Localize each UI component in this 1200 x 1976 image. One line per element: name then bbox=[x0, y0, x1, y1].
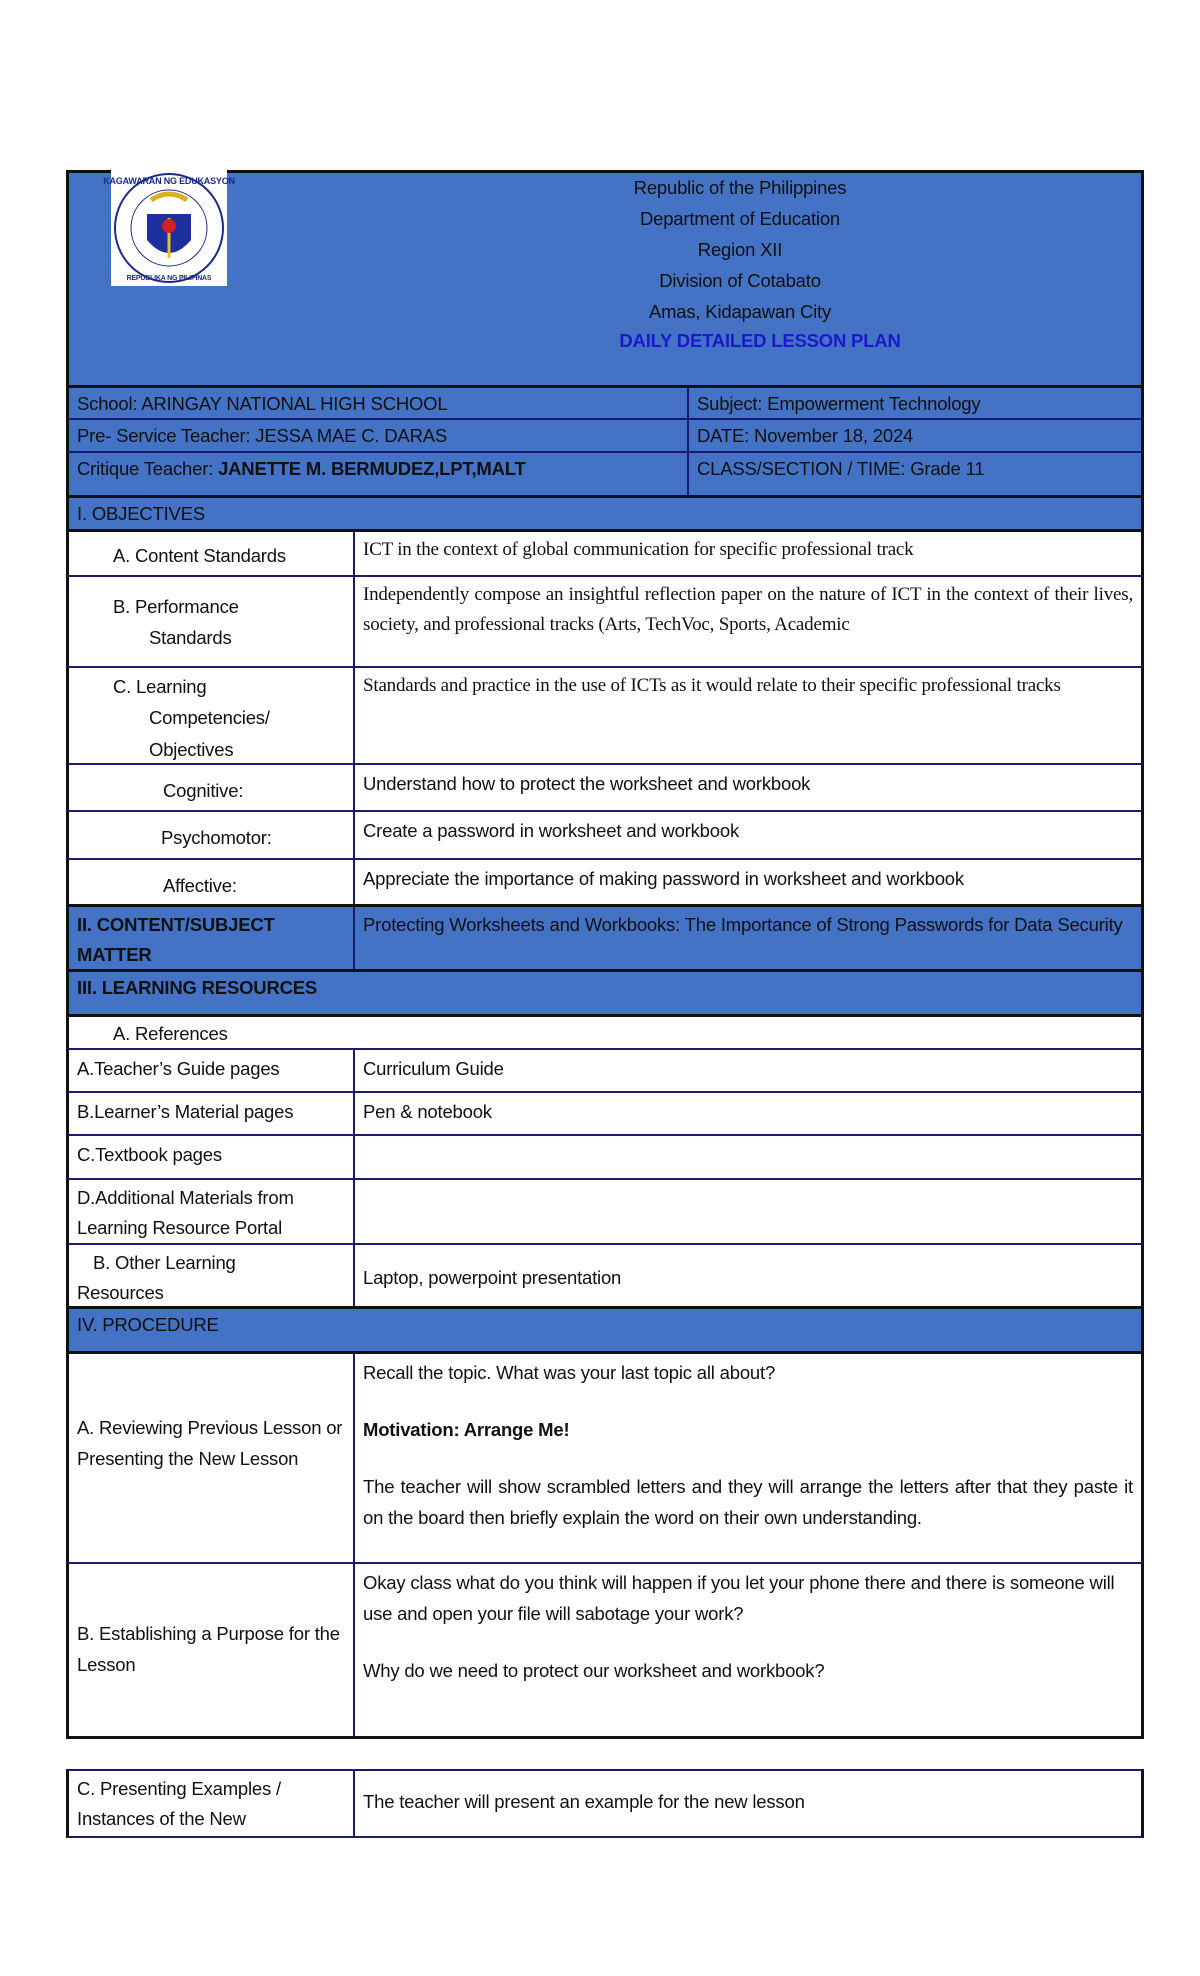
content-row bbox=[66, 904, 1144, 969]
affective-row bbox=[66, 858, 1144, 904]
textbook-label: C.Textbook pages bbox=[69, 1136, 355, 1178]
learners-material-label: B.Learner’s Material pages bbox=[69, 1093, 355, 1134]
references-row bbox=[66, 1014, 1144, 1048]
resources-heading: III. LEARNING RESOURCES bbox=[77, 977, 318, 998]
procedure-heading-row bbox=[66, 1306, 1144, 1351]
cognitive-value: Understand how to protect the worksheet and workbook bbox=[363, 773, 811, 794]
psychomotor-value: Create a password in worksheet and workbook bbox=[363, 820, 739, 841]
psychomotor-label: Psychomotor: bbox=[69, 812, 355, 858]
critique-teacher-field bbox=[69, 453, 689, 495]
label-line: B. Other Learning bbox=[93, 1252, 236, 1273]
learners-material-row bbox=[66, 1091, 1144, 1134]
label-line: Competencies/ bbox=[149, 707, 270, 728]
additional-materials-value bbox=[355, 1180, 1141, 1243]
presenting-examples-label: C. Presenting Examples / Instances of the New bbox=[69, 1771, 355, 1836]
learning-competencies-label bbox=[69, 668, 355, 763]
procedure-heading: IV. PROCEDURE bbox=[77, 1314, 219, 1335]
psychomotor-row bbox=[66, 810, 1144, 858]
label-line: B. Performance bbox=[113, 596, 239, 617]
learning-competencies-value: Standards and practice in the use of ICTs as it would relate to their specific professional tracks bbox=[363, 675, 1061, 696]
label-line: Resources bbox=[77, 1282, 164, 1303]
content-standards-label: A. Content Standards bbox=[69, 532, 355, 575]
content-standards-value: ICT in the context of global communication for specific professional track bbox=[363, 539, 914, 560]
subject-field: Subject: Empowerment Technology bbox=[697, 393, 981, 414]
cognitive-label: Cognitive: bbox=[69, 765, 355, 810]
purpose-row bbox=[66, 1562, 1144, 1739]
svg-text:REPUBLIKA NG PILIPINAS: REPUBLIKA NG PILIPINAS bbox=[126, 275, 212, 282]
other-resources-value: Laptop, powerpoint presentation bbox=[363, 1267, 622, 1288]
pre-service-teacher-field: Pre- Service Teacher: JESSA MAE C. DARAS bbox=[69, 420, 689, 451]
affective-value: Appreciate the importance of making password in worksheet and workbook bbox=[363, 868, 964, 889]
resources-heading-row bbox=[66, 969, 1144, 1014]
label-line: Standards bbox=[149, 627, 232, 648]
teachers-guide-label: A.Teacher’s Guide pages bbox=[69, 1050, 355, 1091]
purpose-question: Why do we need to protect our worksheet and workbook? bbox=[363, 1660, 825, 1681]
objectives-heading: I. OBJECTIVES bbox=[77, 503, 205, 524]
motivation-heading: Motivation: Arrange Me! bbox=[363, 1419, 570, 1440]
additional-materials-label: D.Additional Materials from Learning Resource Portal bbox=[69, 1180, 355, 1243]
reviewing-value bbox=[355, 1354, 1141, 1562]
learners-material-value: Pen & notebook bbox=[363, 1101, 492, 1122]
learning-competencies-row bbox=[66, 666, 1144, 763]
date-field: DATE: November 18, 2024 bbox=[697, 425, 914, 446]
other-resources-row bbox=[66, 1243, 1144, 1306]
presenting-examples-row bbox=[66, 1769, 1144, 1838]
presenting-examples-value: The teacher will present an example for the new lesson bbox=[363, 1791, 805, 1812]
school-field: School: ARINGAY NATIONAL HIGH SCHOOL bbox=[69, 388, 689, 418]
performance-standards-row bbox=[66, 575, 1144, 666]
reviewing-label: A. Reviewing Previous Lesson or Presenting the New Lesson bbox=[69, 1354, 355, 1562]
content-heading: II. CONTENT/SUBJECT MATTER bbox=[69, 907, 355, 969]
content-standards-row bbox=[66, 529, 1144, 575]
header-line: Republic of the Philippines bbox=[633, 177, 847, 198]
header-line: Amas, Kidapawan City bbox=[648, 301, 832, 322]
affective-label: Affective: bbox=[69, 860, 355, 904]
other-resources-label bbox=[69, 1245, 355, 1306]
objectives-heading-row bbox=[66, 495, 1144, 529]
document-header bbox=[66, 170, 1144, 385]
cognitive-row bbox=[66, 763, 1144, 810]
label-line: C. Learning bbox=[113, 676, 207, 697]
info-row bbox=[66, 418, 1144, 451]
info-row bbox=[66, 385, 1144, 418]
header-line: Department of Education bbox=[639, 208, 841, 229]
purpose-question: Okay class what do you think will happen if you let your phone there and there is someone will use and open your file will sabotage your work? bbox=[363, 1572, 1115, 1624]
purpose-value bbox=[355, 1564, 1141, 1736]
header-line: Division of Cotabato bbox=[659, 270, 821, 291]
textbook-value bbox=[355, 1136, 1141, 1178]
references-label: A. References bbox=[113, 1023, 228, 1044]
purpose-label: B. Establishing a Purpose for the Lesson bbox=[69, 1564, 355, 1736]
performance-standards-label bbox=[69, 577, 355, 666]
performance-standards-value: Independently compose an insightful reflection paper on the nature of ICT in the context of their lives, society, and professional tracks (Arts, TechVoc, Sports, Academic bbox=[363, 584, 1133, 635]
reviewing-row bbox=[66, 1351, 1144, 1562]
additional-materials-row bbox=[66, 1178, 1144, 1243]
content-value: Protecting Worksheets and Workbooks: The Importance of Strong Passwords for Data Security bbox=[363, 914, 1123, 935]
motivation-description: The teacher will show scrambled letters and they will arrange the letters after that they paste it on the board then briefly explain the word on their own understanding. bbox=[363, 1476, 1133, 1528]
critique-teacher-name: JANETTE M. BERMUDEZ,LPT,MALT bbox=[218, 458, 526, 479]
critique-teacher-label: Critique Teacher: bbox=[77, 458, 219, 479]
label-line: Objectives bbox=[149, 739, 234, 760]
document-title: DAILY DETAILED LESSON PLAN bbox=[619, 330, 901, 351]
teachers-guide-value: Curriculum Guide bbox=[363, 1058, 504, 1079]
textbook-row bbox=[66, 1134, 1144, 1178]
info-row bbox=[66, 451, 1144, 495]
header-line: Region XII bbox=[697, 239, 783, 260]
svg-text:KAGAWARAN NG EDUKASYON: KAGAWARAN NG EDUKASYON bbox=[103, 176, 235, 186]
teachers-guide-row bbox=[66, 1048, 1144, 1091]
recall-text: Recall the topic. What was your last topic all about? bbox=[363, 1362, 776, 1383]
class-section-field: CLASS/SECTION / TIME: Grade 11 bbox=[697, 458, 985, 479]
